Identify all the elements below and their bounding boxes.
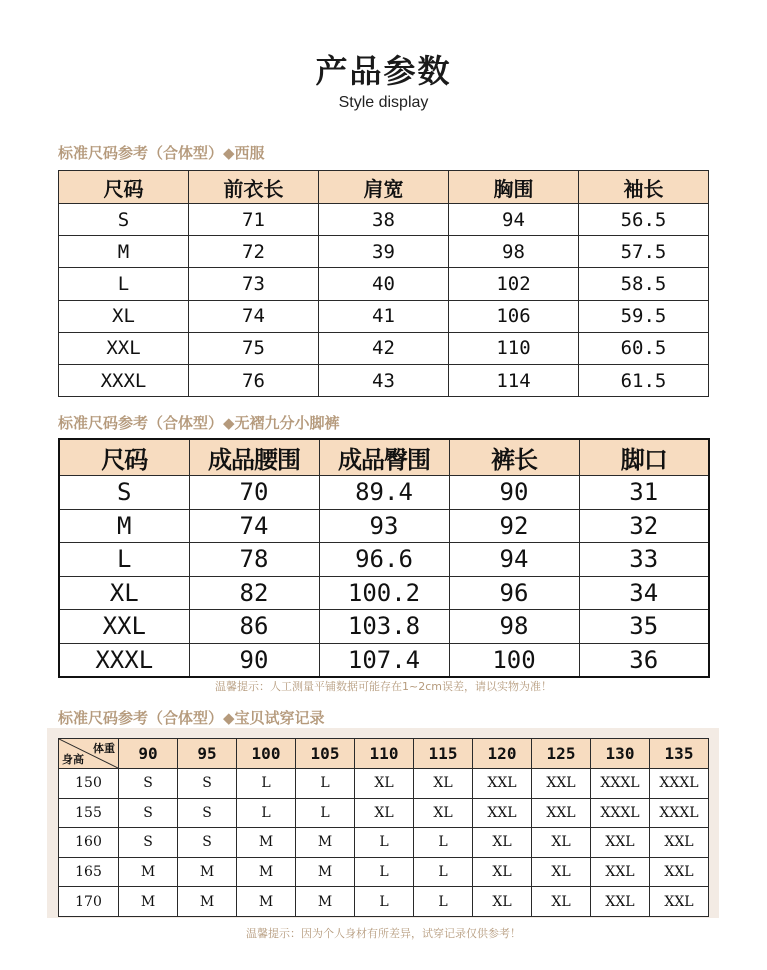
weight-label: 体重 [93, 742, 115, 755]
size-cell: M [237, 857, 296, 887]
table-cell: 100.2 [319, 576, 449, 610]
table-cell: 60.5 [579, 332, 709, 364]
size-cell: M [119, 887, 178, 917]
table-cell: 31 [579, 476, 709, 510]
table-cell: XL [59, 300, 189, 332]
table-cell: 73 [189, 268, 319, 300]
size-cell: XXXL [591, 798, 650, 828]
height-cell: 165 [59, 857, 119, 887]
size-cell: XL [355, 798, 414, 828]
table-cell: 89.4 [319, 476, 449, 510]
column-header: 成品腰围 [189, 439, 319, 476]
table-row [59, 332, 709, 364]
measurement-note: 温馨提示：人工测量平铺数据可能存在1~2cm误差，请以实物为准！ [215, 680, 552, 693]
table-row [59, 543, 709, 577]
table-cell: 74 [189, 509, 319, 543]
table-row [59, 798, 709, 828]
table-cell: S [59, 476, 189, 510]
table-cell: 71 [189, 204, 319, 236]
column-header: 脚口 [579, 439, 709, 476]
table-cell: 98 [449, 610, 579, 644]
table-cell: 96 [449, 576, 579, 610]
size-cell: M [296, 828, 355, 858]
size-cell: XL [532, 828, 591, 858]
column-header: 裤长 [449, 439, 579, 476]
table-row [59, 364, 709, 396]
size-cell: XL [532, 887, 591, 917]
table-row [59, 509, 709, 543]
table-row [59, 268, 709, 300]
corner-header [59, 739, 119, 769]
table-cell: 38 [319, 204, 449, 236]
table-cell: S [59, 204, 189, 236]
table-cell: 90 [189, 643, 319, 677]
column-header: 肩宽 [319, 171, 449, 204]
size-cell: M [296, 887, 355, 917]
table-cell: 39 [319, 236, 449, 268]
size-cell: S [178, 828, 237, 858]
table-cell: 35 [579, 610, 709, 644]
table-cell: 74 [189, 300, 319, 332]
trial-record-table [58, 738, 709, 917]
table-row [59, 887, 709, 917]
size-cell: XXL [532, 769, 591, 799]
table-cell: 98 [449, 236, 579, 268]
table-cell: 70 [189, 476, 319, 510]
column-header: 胸围 [449, 171, 579, 204]
table-row [59, 610, 709, 644]
size-cell: XL [532, 857, 591, 887]
table-cell: 86 [189, 610, 319, 644]
size-cell: XXL [591, 857, 650, 887]
column-header: 尺码 [59, 439, 189, 476]
table-cell: 82 [189, 576, 319, 610]
table-cell: 57.5 [579, 236, 709, 268]
size-cell: L [414, 857, 473, 887]
height-cell: 155 [59, 798, 119, 828]
size-cell: L [414, 887, 473, 917]
table-cell: M [59, 236, 189, 268]
size-cell: L [237, 769, 296, 799]
table-cell: 58.5 [579, 268, 709, 300]
table-cell: XL [59, 576, 189, 610]
weight-column-header: 110 [355, 739, 414, 769]
size-cell: XXL [650, 887, 709, 917]
height-label: 身高 [62, 753, 84, 766]
size-cell: L [355, 887, 414, 917]
weight-column-header: 115 [414, 739, 473, 769]
table-cell: XXL [59, 332, 189, 364]
table-cell: XXXL [59, 364, 189, 396]
size-cell: S [119, 798, 178, 828]
table-cell: XXL [59, 610, 189, 644]
table-header-row [59, 739, 709, 769]
size-cell: XL [414, 769, 473, 799]
table-cell: 114 [449, 364, 579, 396]
weight-column-header: 105 [296, 739, 355, 769]
table-cell: 32 [579, 509, 709, 543]
column-header: 前衣长 [189, 171, 319, 204]
table-cell: 61.5 [579, 364, 709, 396]
table-cell: 75 [189, 332, 319, 364]
size-cell: XL [473, 887, 532, 917]
table-row [59, 576, 709, 610]
table-row [59, 476, 709, 510]
trial-section-title: 标准尺码参考（合体型）◆宝贝试穿记录 [58, 709, 325, 727]
table-cell: 102 [449, 268, 579, 300]
weight-column-header: 90 [119, 739, 178, 769]
table-row [59, 857, 709, 887]
trial-note: 温馨提示：因为个人身材有所差异，试穿记录仅供参考！ [246, 927, 521, 940]
table-cell: 96.6 [319, 543, 449, 577]
table-cell: 42 [319, 332, 449, 364]
size-cell: XXXL [650, 798, 709, 828]
table-row [59, 236, 709, 268]
size-cell: XL [473, 828, 532, 858]
table-cell: 33 [579, 543, 709, 577]
size-cell: XXXL [650, 769, 709, 799]
table-cell: XXXL [59, 643, 189, 677]
table-cell: 41 [319, 300, 449, 332]
weight-column-header: 120 [473, 739, 532, 769]
size-cell: XXL [650, 828, 709, 858]
page-subtitle: Style display [338, 94, 429, 111]
size-cell: XL [473, 857, 532, 887]
size-cell: XXL [591, 887, 650, 917]
table-cell: 76 [189, 364, 319, 396]
size-cell: XXL [650, 857, 709, 887]
table-cell: 59.5 [579, 300, 709, 332]
table-header-row [59, 439, 709, 476]
table-cell: 106 [449, 300, 579, 332]
table-cell: 107.4 [319, 643, 449, 677]
weight-column-header: 135 [650, 739, 709, 769]
column-header: 尺码 [59, 171, 189, 204]
height-cell: 170 [59, 887, 119, 917]
size-cell: L [414, 828, 473, 858]
size-cell: L [296, 769, 355, 799]
size-cell: L [355, 828, 414, 858]
size-cell: L [296, 798, 355, 828]
table-cell: 56.5 [579, 204, 709, 236]
table-cell: 90 [449, 476, 579, 510]
height-cell: 150 [59, 769, 119, 799]
weight-column-header: 100 [237, 739, 296, 769]
suit-size-table [58, 170, 709, 397]
height-cell: 160 [59, 828, 119, 858]
size-cell: L [237, 798, 296, 828]
pants-section-title: 标准尺码参考（合体型）◆无褶九分小脚裤 [58, 414, 340, 432]
suit-section-title: 标准尺码参考（合体型）◆西服 [58, 144, 265, 162]
table-cell: 34 [579, 576, 709, 610]
table-cell: M [59, 509, 189, 543]
size-cell: M [178, 887, 237, 917]
size-cell: S [119, 828, 178, 858]
table-cell: 92 [449, 509, 579, 543]
table-cell: 72 [189, 236, 319, 268]
table-row [59, 204, 709, 236]
size-cell: S [178, 769, 237, 799]
size-cell: M [237, 828, 296, 858]
table-header-row [59, 171, 709, 204]
weight-column-header: 130 [591, 739, 650, 769]
column-header: 成品臀围 [319, 439, 449, 476]
table-cell: 94 [449, 543, 579, 577]
weight-column-header: 125 [532, 739, 591, 769]
size-cell: M [237, 887, 296, 917]
page-title: 产品参数 [315, 52, 452, 90]
table-row [59, 828, 709, 858]
pants-size-table [58, 438, 710, 678]
table-cell: L [59, 268, 189, 300]
table-cell: 110 [449, 332, 579, 364]
table-cell: 40 [319, 268, 449, 300]
size-cell: XXL [473, 798, 532, 828]
table-cell: 36 [579, 643, 709, 677]
size-cell: S [119, 769, 178, 799]
table-cell: 43 [319, 364, 449, 396]
table-cell: 100 [449, 643, 579, 677]
table-row [59, 300, 709, 332]
table-cell: 103.8 [319, 610, 449, 644]
size-cell: XXL [473, 769, 532, 799]
size-cell: L [355, 857, 414, 887]
size-cell: S [178, 798, 237, 828]
size-cell: XXXL [591, 769, 650, 799]
column-header: 袖长 [579, 171, 709, 204]
size-cell: M [178, 857, 237, 887]
size-cell: XXL [591, 828, 650, 858]
table-row [59, 643, 709, 677]
table-cell: 94 [449, 204, 579, 236]
size-cell: XXL [532, 798, 591, 828]
weight-column-header: 95 [178, 739, 237, 769]
size-cell: XL [414, 798, 473, 828]
size-cell: M [119, 857, 178, 887]
table-cell: 78 [189, 543, 319, 577]
table-row [59, 769, 709, 799]
size-cell: XL [355, 769, 414, 799]
size-cell: M [296, 857, 355, 887]
table-cell: 93 [319, 509, 449, 543]
table-cell: L [59, 543, 189, 577]
